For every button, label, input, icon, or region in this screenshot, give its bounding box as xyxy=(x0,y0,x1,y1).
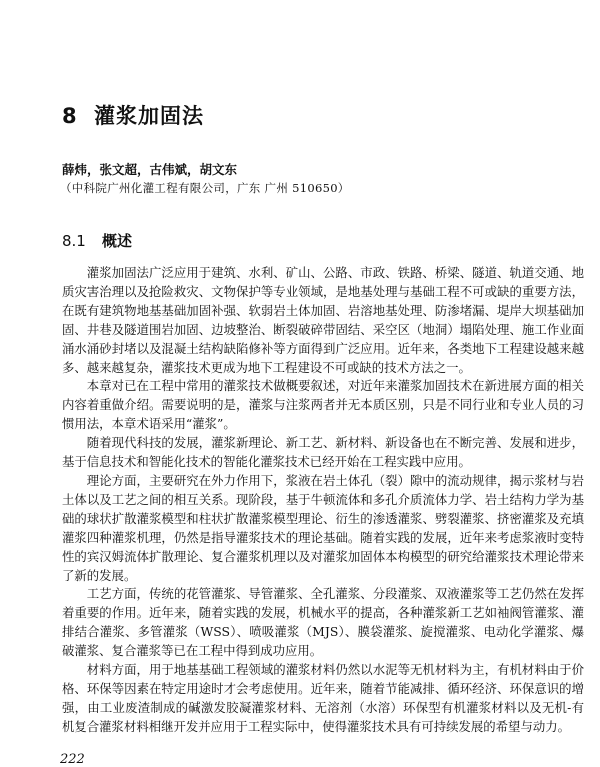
paragraph: 材料方面，用于地基基础工程领域的灌浆材料仍然以水泥等无机材料为主，有机材料由于价格、环保等因素在特定用途时才会考虑使用。近年来，随着节能减排、循环经济、环保意识的增强，由工业废渣制成的碱激发胶凝灌浆材料、无溶剂（水溶）环保型有机灌浆材料以及无机-有机复合灌浆材料相继开发并应用于工程实际中，使得灌浆技术具有可持续发展的希望与动力。 xyxy=(62,662,584,734)
paragraph: 理论方面，主要研究在外力作用下，浆液在岩土体孔（裂）隙中的流动规律，揭示浆材与岩土体以及工艺之间的相互关系。现阶段，基于牛顿流体和多孔介质流体力学、岩土结构力学为基础的球状扩散灌浆模型和柱状扩散灌浆模型理论、衍生的渗透灌浆、劈裂灌浆、挤密灌浆及充填灌浆四种灌浆机理，仍然是指导灌浆技术的理论基础。随着实践的发展，近年来考虑浆液时变特性的宾汉姆流体扩散理论、复合灌浆机理以及对灌浆加固体本构模型的研究给灌浆技术理论带来了新的发展。 xyxy=(62,472,584,583)
paragraph: 灌浆加固法广泛应用于建筑、水利、矿山、公路、市政、铁路、桥梁、隧道、轨道交通、地质灾害治理以及抢险救灾、文物保护等专业领域，是地基处理与基础工程不可或缺的重要方法，在既有建筑物地基基础加固补强、软弱岩土体加固、岩溶地基处理、防渗堵漏、堤岸大坝基础加固、井巷及隧道围岩加固、边坡整治、断裂破碎带固结、采空区（地洞）塌陷处理、施工作业面涌水涌砂封堵以及混凝土结构缺陷修补等方面得到广泛应用。近年来，各类地下工程建设越来越多、越来越复杂，灌浆技术更成为地下工程建设不可或缺的技术方法之一。 xyxy=(62,265,584,375)
paragraph: 工艺方面，传统的花管灌浆、导管灌浆、全孔灌浆、分段灌浆、双液灌浆等工艺仍然在发挥着重要的作用。近年来，随着实践的发展，机械水平的提高，各种灌浆新工艺如袖阀管灌浆、灌排结合灌浆、多管灌浆（WSS）、喷吸灌浆（MJS）、膜袋灌浆、旋搅灌浆、电动化学灌浆、爆破灌浆、复合灌浆等已在工程中得到成功应用。 xyxy=(62,586,584,659)
section-title-text: 概述 xyxy=(102,232,133,250)
author-affiliation: （中科院广州化灌工程有限公司，广东 广州 510650） xyxy=(60,181,350,195)
chapter-number: 8 xyxy=(62,104,78,128)
page-number: 222 xyxy=(60,752,85,767)
chapter-heading xyxy=(62,100,204,130)
section-heading xyxy=(62,230,132,251)
chapter-title-text: 灌浆加固法 xyxy=(94,104,204,128)
paragraph: 随着现代科技的发展，灌浆新理论、新工艺、新材料、新设备也在不断完善、发展和进步，基于信息技术和智能化技术的智能化灌浆技术已经开始在工程实践中应用。 xyxy=(62,435,584,470)
section-number: 8.1 xyxy=(62,232,86,250)
body-text xyxy=(62,264,584,737)
author-list: 薛炜，张文超，古伟斌，胡文东 xyxy=(62,162,238,177)
paragraph: 本章对已在工程中常用的灌浆技术做概要叙述，对近年来灌浆加固技术在新进展方面的相关内容着重做介绍。需要说明的是，灌浆与注浆两者并无本质区别，只是不同行业和专业人员的习惯用法，本章术语采用“灌浆”。 xyxy=(62,378,584,432)
